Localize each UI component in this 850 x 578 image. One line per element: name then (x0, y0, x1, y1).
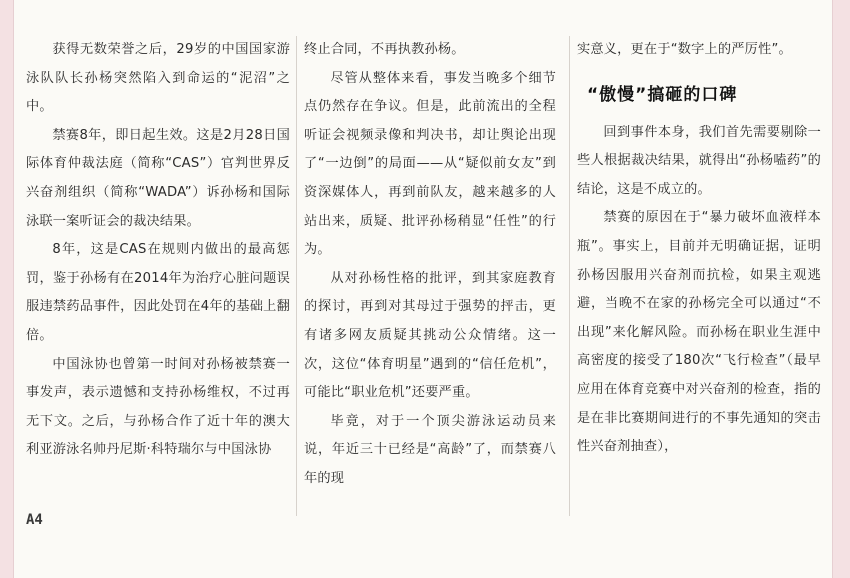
column-divider (296, 36, 297, 516)
paragraph: 中国泳协也曾第一时间对孙杨被禁赛一事发声，表示遗憾和支持孙杨维权，不过再无下文。之后，与孙杨合作了近十年的澳大利亚游泳名帅丹尼斯·科特瑞尔与中国泳协 (26, 356, 290, 458)
paragraph: 终止合同，不再执教孙杨。 (304, 42, 465, 57)
paragraph: 尽管从整体来看，事发当晚多个细节点仍然存在争议。但是，此前流出的全程听证会视频录像和判决书，却让舆论出现了“一边倒”的局面——从“疑似前女友”到资深媒体人，再到前队友，越来越多的人站出来，质疑、批评孙杨稍显“任性”的行为。 (304, 70, 556, 258)
paragraph: 获得无数荣誉之后，29岁的中国国家游泳队队长孙杨突然陷入到命运的“泥沼”之中。 (26, 42, 290, 115)
paragraph: 禁赛的原因在于“暴力破坏血液样本瓶”。事实上，目前并无明确证据，证明孙杨因服用兴奋剂而抗检，如果主观逃避，当晚不在家的孙杨完全可以通过“不出现”来化解风险。而孙杨在职业生涯中高密度的接受了180次“飞行检查”（最早应用在体育竞赛中对兴奋剂的检查，指的是在非比赛期间进行的不事先通知的突击性兴奋剂抽查）， (577, 210, 821, 455)
page-number: A4 (26, 512, 43, 528)
paragraph: 从对孙杨性格的批评，到其家庭教育的探讨，再到对其母过于强势的抨击，更有诸多网友质疑其挑动公众情绪。这一次，这位“体育明星”遇到的“信任危机”，可能比“职业危机”还要严重。 (304, 270, 556, 401)
article-column-2 (304, 36, 556, 494)
paragraph: 毕竟，对于一个顶尖游泳运动员来说，年近三十已经是“高龄”了，而禁赛八年的现 (304, 413, 556, 486)
paragraph: 8年，这是CAS在规则内做出的最高惩罚，鉴于孙杨有在2014年为治疗心脏问题误服违禁药品事件，因此处罚在4年的基础上翻倍。 (26, 242, 290, 343)
paragraph: 回到事件本身，我们首先需要剔除一些人根据裁决结果，就得出“孙杨嗑药”的结论，这是不成立的。 (577, 124, 821, 197)
article-column-3 (577, 36, 821, 462)
paragraph: 禁赛8年，即日起生效。这是2月28日国际体育仲裁法庭（简称“CAS”）官判世界反兴奋剂组织（简称“WADA”）诉孙杨和国际泳联一案听证会的裁决结果。 (26, 127, 290, 229)
magazine-page (14, 0, 832, 578)
article-column-1 (26, 36, 290, 465)
section-heading: “傲慢”搞砸的口碑 (587, 84, 738, 105)
column-divider (569, 36, 570, 516)
paragraph: 实意义，更在于“数字上的严厉性”。 (577, 42, 792, 57)
